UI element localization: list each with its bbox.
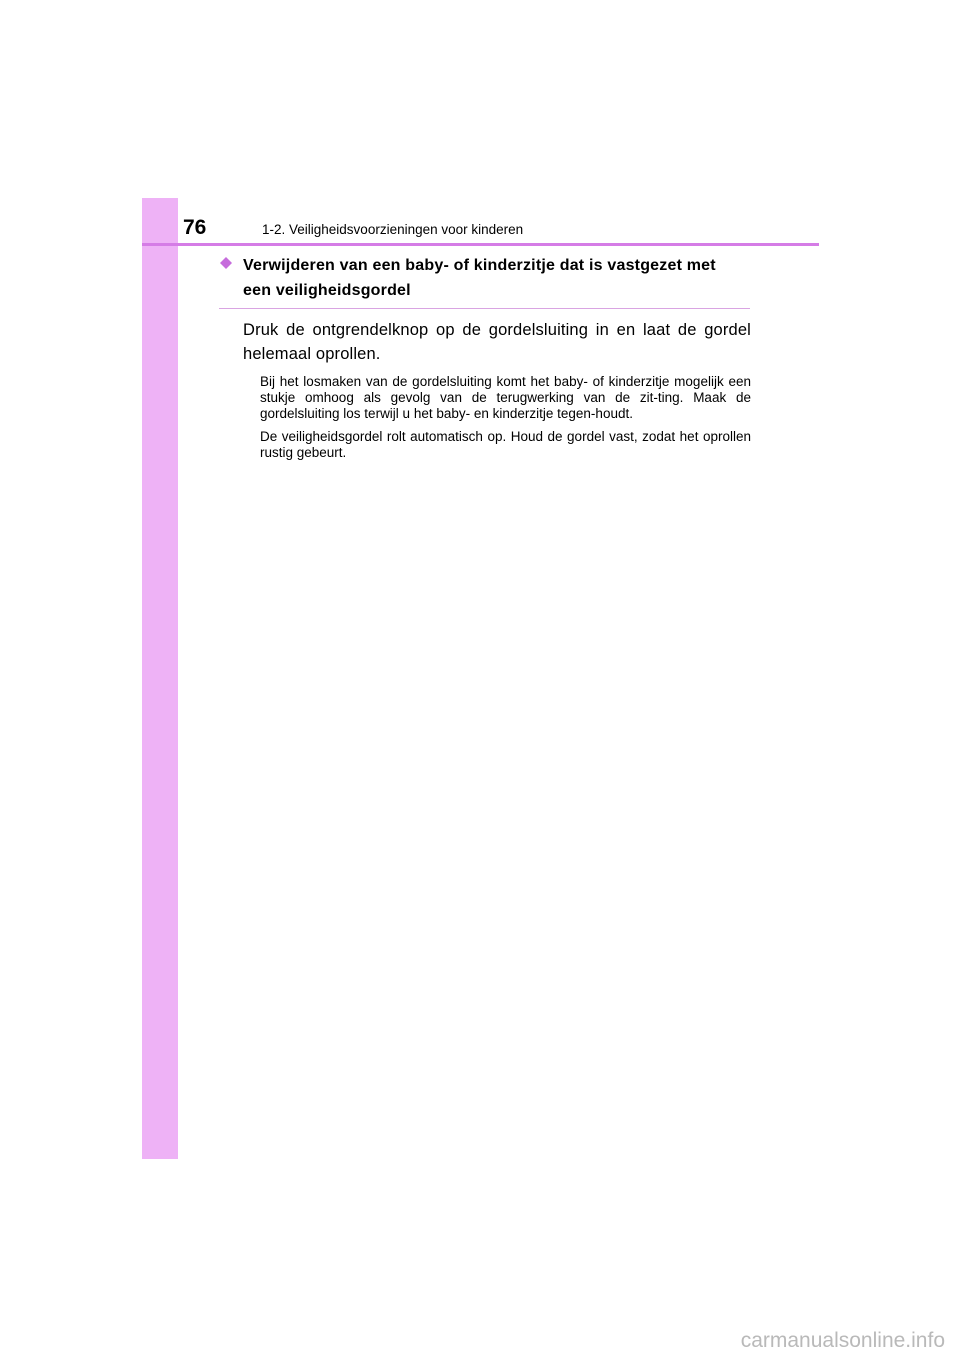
content-section bbox=[219, 253, 751, 461]
header-rule bbox=[142, 243, 819, 246]
heading-line-1: Verwijderen van een baby- of kinderzitje dat is vastgezet met bbox=[243, 257, 716, 274]
heading-rule bbox=[219, 308, 750, 309]
section-heading bbox=[243, 253, 751, 303]
diamond-icon bbox=[220, 257, 232, 269]
instruction-text: Druk de ontgrendelknop op de gordelsluiting in en laat de gordel helemaal oprollen. bbox=[243, 321, 751, 363]
heading-line-2: een veiligheidsgordel bbox=[243, 282, 411, 299]
note-2: De veiligheidsgordel rolt automatisch op. Houd de gordel vast, zodat het oprollen rustig gebeurt. bbox=[260, 429, 751, 460]
page-number: 76 bbox=[183, 216, 207, 239]
side-tab bbox=[142, 198, 178, 1159]
section-header-title: 1-2. Veiligheidsvoorzieningen voor kinderen bbox=[262, 222, 524, 237]
watermark: carmanualsonline.info bbox=[740, 1329, 945, 1352]
note-1: Bij het losmaken van de gordelsluiting komt het baby- of kinderzitje mogelijk een stukje omhoog als gevolg van de terugwerking van de zit-ting. Maak de gordelsluiting los terwijl u het baby- en kinderzitje tegen-houdt. bbox=[260, 374, 751, 421]
